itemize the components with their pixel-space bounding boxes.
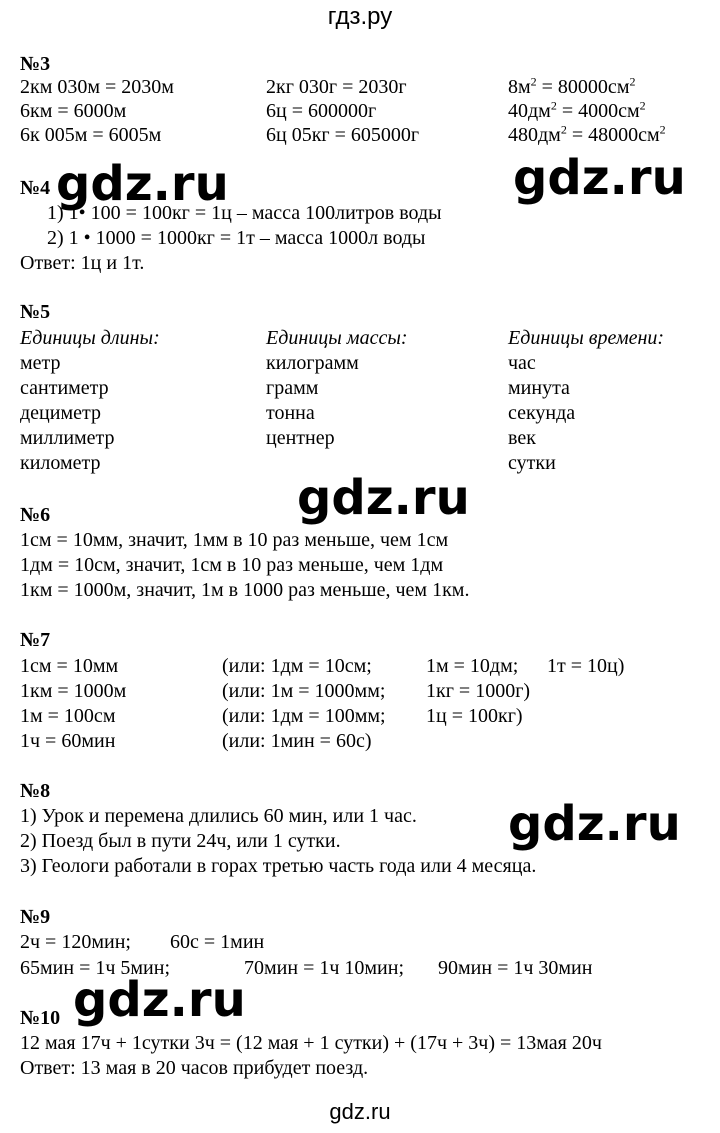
task-9-title: №9 [20,906,51,928]
task-5-item: час [508,352,536,374]
task-5-item: километр [20,452,101,474]
task-6-line: 1дм = 10см, значит, 1см в 10 раз меньше, чем 1дм [20,554,444,576]
watermark: gdz.ru [513,150,686,206]
task-5-item: грамм [266,377,319,399]
task-7-line: 1м = 100см [20,705,116,727]
task-5-column-heading: Единицы длины: [20,327,160,349]
task-7-alt: 1кг = 1000г) [426,680,531,702]
task-7-line: 1см = 10мм [20,655,119,677]
task-8-line: 1) Урок и перемена длились 60 мин, или 1 час. [20,805,417,827]
task-5-item: сантиметр [20,377,109,399]
task-7-alt: (или: 1дм = 10см; [222,655,372,677]
task-5-item: дециметр [20,402,101,424]
watermark: gdz.ru [73,972,246,1028]
task-9-line: 2ч = 120мин; [20,931,131,953]
task-9-line: 70мин = 1ч 10мин; [244,957,405,979]
task-6-line: 1км = 1000м, значит, 1м в 1000 раз меньше, чем 1км. [20,579,470,601]
task-3-title: №3 [20,53,51,75]
task-9-line: 90мин = 1ч 30мин [438,957,593,979]
task-3-line: 2кг 030г = 2030г [266,76,407,98]
task-3-line: 2км 030м = 2030м [20,76,174,98]
task-7-title: №7 [20,629,51,651]
task-5-column-heading: Единицы массы: [266,327,408,349]
task-5-item: миллиметр [20,427,115,449]
watermark: gdz.ru [508,796,681,852]
task-7-alt: (или: 1дм = 100мм; [222,705,386,727]
task-7-line: 1ч = 60мин [20,730,116,752]
task-5-item: килограмм [266,352,359,374]
task-3-line: 6км = 6000м [20,100,127,122]
task-7-alt: 1т = 10ц) [547,655,625,677]
task-9-line: 65мин = 1ч 5мин; [20,957,171,979]
task-5-item: век [508,427,536,449]
task-10-title: №10 [20,1007,61,1029]
task-5-item: тонна [266,402,315,424]
task-6-title: №6 [20,504,51,526]
site-header: гдз.ру [327,3,393,30]
watermark: gdz.ru [297,470,470,526]
task-5-item: сутки [508,452,556,474]
task-7-alt: 1ц = 100кг) [426,705,523,727]
task-4-line: 1) 1• 100 = 100кг = 1ц – масса 100литров воды [47,202,442,224]
task-3-line: 6ц = 600000г [266,100,377,122]
task-5-column-heading: Единицы времени: [508,327,665,349]
task-5-item: минута [508,377,570,399]
task-5-title: №5 [20,301,51,323]
task-7-line: 1км = 1000м [20,680,127,702]
task-8-line: 2) Поезд был в пути 24ч, или 1 сутки. [20,830,341,852]
task-7-alt: (или: 1м = 1000мм; [222,680,386,702]
task-7-alt: 1м = 10дм; [426,655,519,677]
task-7-alt: (или: 1мин = 60с) [222,730,372,752]
task-8-title: №8 [20,780,51,802]
task-4-line: 2) 1 • 1000 = 1000кг = 1т – масса 1000л воды [47,227,426,249]
site-footer: gdz.ru [329,1099,391,1124]
watermark: gdz.ru [56,156,229,212]
task-4-title: №4 [20,177,51,199]
task-3-area-line: $40дм^2 = 4000см^2$ [508,98,646,122]
task-10-answer: Ответ: 13 мая в 20 часов прибудет поезд. [20,1057,369,1079]
task-6-line: 1см = 10мм, значит, 1мм в 10 раз меньше, чем 1см [20,529,449,551]
task-3-area-line: $8м^2 = 80000см^2$ [508,74,636,98]
task-5-item: метр [20,352,61,374]
task-9-line: 60с = 1мин [170,931,265,953]
task-3-line: 6к 005м = 6005м [20,124,162,146]
task-8-line: 3) Геологи работали в горах третью часть года или 4 месяца. [20,855,537,877]
task-4-answer: Ответ: 1ц и 1т. [20,252,145,274]
task-5-item: секунда [508,402,576,424]
task-3-line: 6ц 05кг = 605000г [266,124,420,146]
task-10-line: 12 мая 17ч + 1сутки 3ч = (12 мая + 1 сутки) + (17ч + 3ч) = 13мая 20ч [20,1032,602,1054]
task-5-item: центнер [266,427,335,449]
task-3-area-line: $480дм^2 = 48000см^2$ [508,122,666,146]
